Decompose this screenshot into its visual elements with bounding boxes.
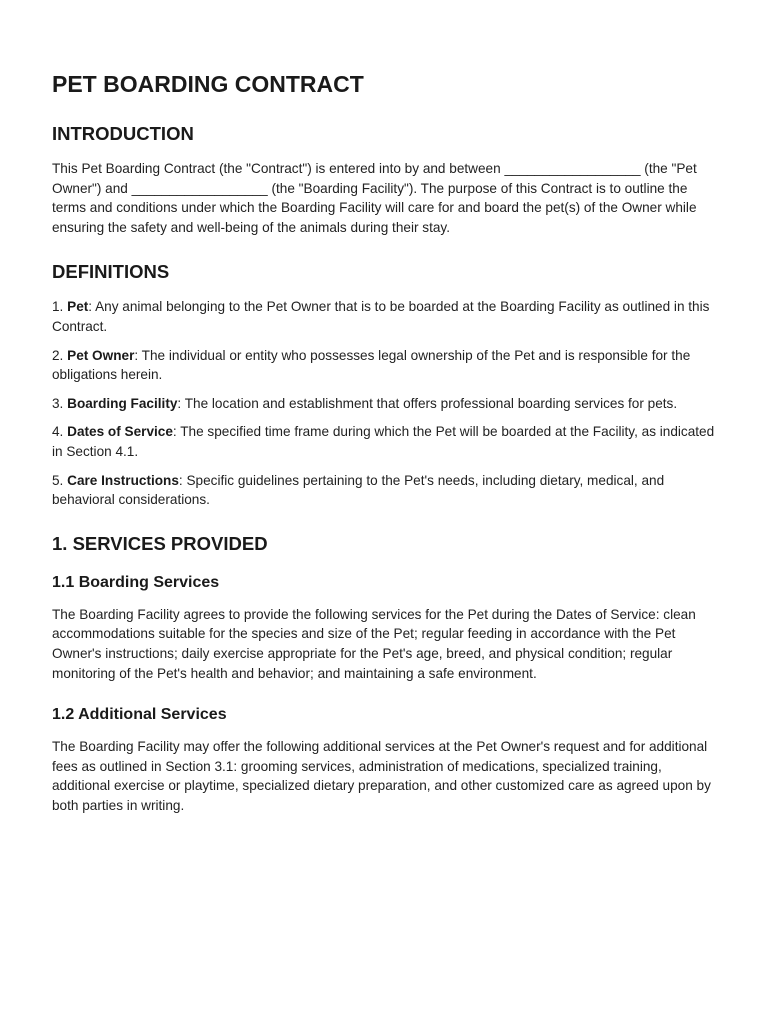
definition-text: : Any animal belonging to the Pet Owner that is to be boarded at the Boarding Facility as outlined in this Contract. <box>52 299 710 334</box>
definition-item-pet-owner <box>52 346 718 385</box>
definition-text: : The location and establishment that offers professional boarding services for pets. <box>177 395 678 411</box>
definitions-heading: DEFINITIONS <box>52 261 170 283</box>
definition-text: : The specified time frame during which the Pet will be boarded at the Facility, as indicated in Section 4.1. <box>52 424 715 459</box>
additional-services-paragraph: The Boarding Facility may offer the following additional services at the Pet Owner's request and for additional fees as outlined in Section 3.1: grooming services, administration of medications, specialized training, additional exercise or playtime, specialized dietary preparation, and other customized care as agreed upon by both parties in writing. <box>52 739 711 813</box>
services-heading: 1. SERVICES PROVIDED <box>52 532 268 554</box>
definition-term: Pet Owner <box>67 347 135 363</box>
introduction-paragraph: This Pet Boarding Contract (the "Contract") is entered into by and between __________________ (the "Pet Owner") and __________________ (the "Boarding Facility"). The purpose of this Contract is to outline the terms and conditions under which the Boarding Facility will care for and board the pet(s) of the Owner while ensuring the safety and well-being of the animals during their stay. <box>52 161 697 235</box>
definition-term: Care Instructions <box>67 472 179 488</box>
definition-text: : The individual or entity who possesses legal ownership of the Pet and is responsible for the obligations herein. <box>52 347 691 383</box>
definition-item-dates-of-service <box>52 422 718 461</box>
definition-term: Boarding Facility <box>67 395 178 411</box>
definition-text: : Specific guidelines pertaining to the Pet's needs, including dietary, medical, and behavioral considerations. <box>52 472 665 508</box>
definition-term: Pet <box>67 299 89 315</box>
introduction-heading: INTRODUCTION <box>52 123 194 144</box>
definition-term: Dates of Service <box>67 424 173 440</box>
boarding-services-paragraph: The Boarding Facility agrees to provide the following services for the Pet during the Dates of Service: clean accommodations suitable for the species and size of the Pet; regular feeding in accordance with the Pet Owner's instructions; daily exercise appropriate for the Pet's age, breed, and physical condition; regular monitoring of the Pet's health and behavior; and maintaining a safe environment. <box>52 606 696 681</box>
document-title: PET BOARDING CONTRACT <box>52 71 364 97</box>
definition-number: 1. <box>52 299 64 315</box>
definition-number: 3. <box>52 395 64 411</box>
definition-item-pet <box>52 297 718 336</box>
definition-item-care-instructions <box>52 471 718 510</box>
boarding-services-heading: 1.1 Boarding Services <box>52 573 220 591</box>
definition-number: 4. <box>52 424 64 440</box>
definition-item-boarding-facility <box>52 394 718 414</box>
additional-services-heading: 1.2 Additional Services <box>52 706 227 724</box>
definition-number: 2. <box>52 347 64 363</box>
definition-number: 5. <box>52 472 64 488</box>
